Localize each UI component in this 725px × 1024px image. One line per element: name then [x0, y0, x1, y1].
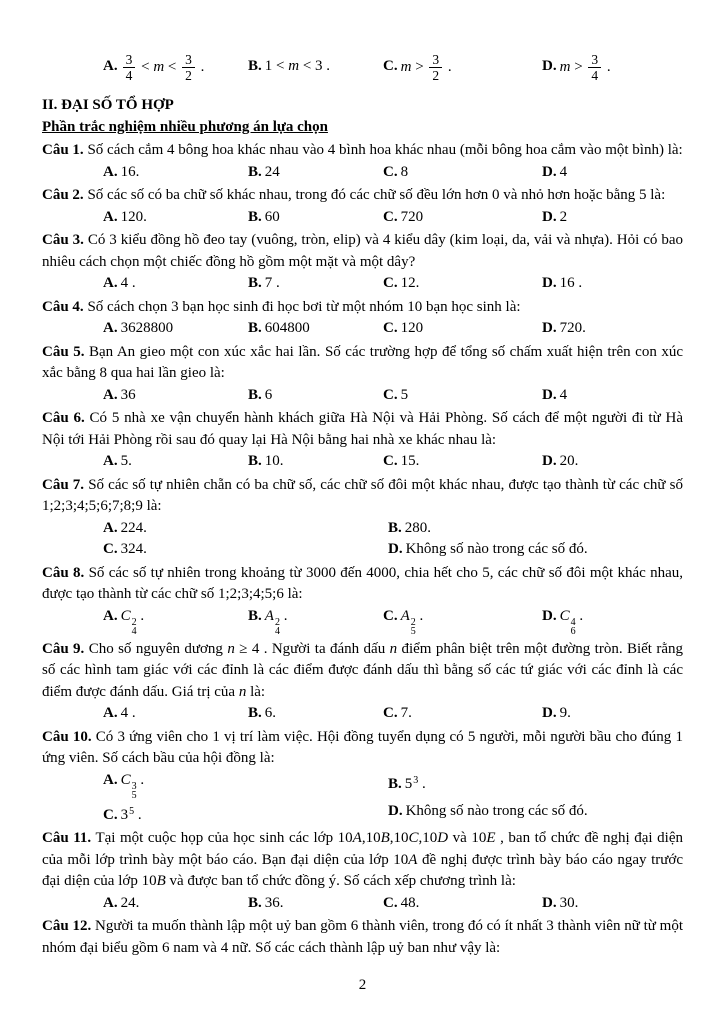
math-expression	[121, 807, 135, 823]
text-run: 604800	[264, 320, 310, 336]
text-run: < 3 .	[299, 58, 331, 75]
option-D	[542, 207, 683, 229]
page-number: 2	[358, 977, 367, 993]
option-label: C.	[383, 453, 398, 469]
text-run: 9.	[559, 705, 571, 721]
option-label: D.	[542, 320, 557, 336]
question-number: Câu 9.	[42, 640, 85, 657]
math-variable: A	[408, 851, 418, 868]
text-run: 5.	[120, 453, 132, 469]
option-label: A.	[103, 705, 118, 721]
question-text	[42, 563, 683, 606]
math-variable: n	[389, 640, 398, 657]
option-label: A.	[103, 163, 118, 180]
superscript: 2	[410, 616, 416, 628]
text-run: >	[411, 58, 428, 75]
math-variable: C	[408, 830, 419, 846]
text-run: 3628800	[120, 320, 174, 336]
text-run: 6	[264, 386, 273, 403]
fraction-denominator: 2	[185, 67, 192, 83]
question	[42, 342, 683, 407]
option-D	[388, 539, 683, 561]
fraction-denominator: 2	[432, 67, 440, 83]
options-row	[42, 318, 683, 340]
text-run: .	[418, 775, 426, 792]
math-base: C	[120, 607, 131, 624]
text-run: .	[134, 806, 142, 823]
option-label: B.	[248, 607, 262, 624]
option-label: B.	[388, 775, 402, 792]
questions	[42, 140, 683, 959]
option-label: B.	[248, 275, 262, 291]
text-run: 120	[400, 320, 424, 336]
section-title: II. ĐẠI SỐ TỔ HỢP	[42, 97, 174, 113]
text-run: <	[137, 58, 154, 75]
text-run: ,10	[361, 830, 381, 846]
option-B	[248, 207, 383, 229]
fraction-denominator: 4	[591, 67, 599, 83]
options-row	[42, 385, 683, 407]
text-run: Người ta muốn thành lập một uỷ ban gồm 6 thành viên, trong đó có ít nhất 3 thành viên nữ từ một nhóm đại biểu gồm 6 nam và 4 nữ. Số các cách thành lập uỷ ban như vậy là:	[42, 918, 684, 956]
option-label: C.	[383, 607, 398, 624]
option-A	[103, 52, 248, 83]
question	[42, 140, 683, 183]
question	[42, 639, 683, 725]
math-base: 3	[120, 806, 129, 823]
option-label: A.	[103, 771, 118, 788]
text-run: 720.	[559, 320, 586, 336]
option-label: D.	[542, 208, 557, 225]
math-base: A	[264, 607, 274, 624]
question-text	[42, 230, 683, 273]
option-A	[103, 703, 248, 725]
text-run: 6.	[264, 705, 277, 721]
math-variable: n	[227, 640, 235, 657]
fraction	[182, 52, 195, 83]
text-run: 7.	[400, 705, 412, 721]
option-A	[103, 893, 248, 915]
text-run: 7 .	[264, 275, 280, 291]
fraction-denominator: 4	[125, 67, 133, 83]
text-run: 10.	[264, 453, 284, 469]
text-run: là:	[246, 683, 266, 700]
subscript: 6	[570, 626, 576, 637]
fraction	[429, 52, 442, 83]
question-number: Câu 2.	[42, 187, 84, 203]
option-D	[542, 606, 683, 637]
text-run: Số các số tự nhiên chẵn có ba chữ số, các chữ số đôi một khác nhau, được tạo thành từ các chữ số 1;2;3;4;5;6;7;8;9 là:	[42, 476, 684, 514]
option-C	[383, 606, 542, 637]
superscript: 3	[131, 780, 137, 792]
subscript: 4	[274, 626, 280, 637]
text-run: 20.	[559, 453, 579, 469]
text-run: Số cách chọn 3 bạn học sinh đi học bơi từ một nhóm 10 bạn học sinh là:	[87, 298, 521, 315]
text-run: 4 .	[120, 275, 136, 291]
text-run: 36	[120, 386, 136, 403]
text-run: Có 3 kiểu đồng hồ đeo tay (vuông, tròn, elip) và 4 kiểu dây (kim loại, da, vải và nhựa). Hỏi có bao nhiêu cách chọn một chiếc đồng hồ gồm một mặt và một dây?	[42, 232, 683, 270]
option-D	[542, 451, 683, 473]
option-B	[248, 703, 383, 725]
text-run: ,10	[418, 830, 438, 846]
section-subtitle: Phần trắc nghiệm nhiều phương án lựa chọn	[42, 118, 328, 135]
fraction-numerator: 3	[182, 52, 195, 68]
subscript: 5	[410, 626, 416, 637]
text-run: 24.	[120, 894, 140, 911]
question	[42, 475, 683, 561]
text-run: 12.	[400, 275, 420, 291]
math-variable: m	[559, 58, 571, 75]
option-D	[542, 273, 683, 295]
text-run: .	[196, 58, 205, 75]
text-run: 16.	[120, 163, 140, 180]
math-expression	[120, 607, 137, 637]
text-run: Cho số nguyên dương	[88, 640, 228, 657]
question-number: Câu 10.	[42, 728, 92, 745]
question	[42, 230, 683, 295]
question-number: Câu 5.	[42, 343, 85, 360]
option-label: D.	[542, 275, 557, 291]
text-run: 15.	[400, 453, 420, 469]
text-run: điểm phân biệt trên một đường tròn. Biết rằng số các hình tam giác với các đỉnh là các điểm được đánh dấu thì bằng số các tứ giác với các đỉnh là các điểm được đánh dấu. Giá trị của	[42, 640, 683, 700]
math-base: C	[120, 771, 131, 788]
question-number: Câu 4.	[42, 298, 84, 315]
math-expression	[559, 607, 576, 637]
text-run: đề nghị được trình bày báo cáo ngay trước đại diện của lớp 10	[42, 851, 683, 889]
option-label: A.	[103, 519, 118, 536]
option-A	[103, 385, 248, 407]
option-label: A.	[103, 386, 118, 403]
text-run: ≥ 4 . Người ta đánh dấu	[234, 640, 390, 657]
options-row	[42, 703, 683, 725]
option-label: C.	[383, 275, 398, 291]
superscript: 2	[274, 616, 280, 628]
question-number: Câu 6.	[42, 410, 85, 426]
question-number: Câu 12.	[42, 918, 92, 934]
option-label: B.	[248, 453, 262, 469]
option-C	[103, 539, 388, 561]
option-C	[383, 451, 542, 473]
question-number: Câu 1.	[42, 142, 84, 158]
option-B	[388, 770, 683, 801]
text-run: 224.	[120, 519, 147, 536]
option-C	[383, 52, 542, 83]
text-run: Số các số có ba chữ số khác nhau, trong đó các chữ số đều lớn hơn 0 và nhỏ hơn hoặc bằng 5 là:	[87, 187, 666, 203]
option-label: D.	[542, 58, 557, 75]
math-variable: m	[153, 58, 165, 75]
option-label: C.	[383, 58, 398, 75]
option-A	[103, 273, 248, 295]
text-run: 4	[559, 386, 568, 403]
math-expression	[405, 776, 419, 792]
option-label: B.	[248, 208, 262, 225]
question-number: Câu 8.	[42, 564, 85, 581]
option-D	[542, 893, 683, 915]
math-variable: m	[288, 58, 300, 75]
question-number: Câu 3.	[42, 232, 84, 248]
text-run: Có 3 ứng viên cho 1 vị trí làm việc. Hội đồng tuyển dụng có 5 người, mỗi người bầu cho đúng 1 ứng viên. Số cách bầu của hội đồng là:	[42, 728, 683, 766]
text-run: ,10	[389, 830, 409, 846]
question	[42, 408, 683, 473]
option-A	[103, 318, 248, 340]
option-label: C.	[383, 894, 398, 911]
option-label: B.	[248, 58, 262, 75]
option-label: C.	[383, 386, 398, 403]
option-label: D.	[542, 163, 557, 180]
text-run: .	[279, 607, 288, 624]
question-text	[42, 342, 683, 385]
question-number: Câu 11.	[42, 830, 92, 846]
option-D	[542, 385, 683, 407]
options-row	[42, 273, 683, 295]
option-label: D.	[388, 541, 403, 557]
text-run: 324.	[120, 541, 147, 557]
question-text	[42, 140, 683, 162]
text-run: Tại một cuộc họp của học sinh các lớp 10	[95, 830, 353, 846]
text-run: và 10	[448, 830, 487, 846]
option-C	[383, 207, 542, 229]
question	[42, 916, 683, 959]
math-expression	[264, 607, 280, 637]
text-run: .	[575, 607, 584, 624]
fraction-numerator: 3	[429, 52, 442, 68]
option-label: B.	[248, 705, 262, 721]
text-run: 720	[400, 208, 424, 225]
subscript: 4	[131, 626, 137, 637]
option-A	[103, 451, 248, 473]
option-B	[248, 56, 383, 78]
question-text	[42, 297, 683, 319]
option-C	[383, 273, 542, 295]
option-label: D.	[542, 453, 557, 469]
option-B	[388, 518, 683, 540]
math-variable: m	[400, 58, 412, 75]
question-text	[42, 727, 683, 770]
question-number: Câu 7.	[42, 476, 85, 493]
superscript: 4	[570, 616, 576, 628]
math-variable: E	[486, 830, 496, 846]
text-run: 2	[559, 208, 568, 225]
question-text	[42, 185, 683, 207]
option-B	[248, 451, 383, 473]
text-run: 4 .	[120, 705, 136, 721]
option-label: B.	[248, 386, 262, 403]
option-label: C.	[383, 705, 398, 721]
option-label: D.	[542, 607, 557, 624]
question	[42, 297, 683, 340]
option-label: C.	[383, 320, 398, 336]
text-run: 30.	[559, 894, 579, 911]
text-run: 120.	[120, 208, 147, 225]
question-text	[42, 408, 683, 451]
text-run: , ban tổ chức đề nghị đại diện của mỗi lớp trình bày một báo cáo. Bạn đại diện của lớp 10	[42, 830, 683, 868]
option-label: D.	[388, 802, 403, 819]
text-run: Không số nào trong các số đó.	[405, 541, 588, 557]
text-run: <	[164, 58, 181, 75]
options-row	[42, 518, 683, 561]
text-run: 5	[400, 386, 409, 403]
options-row	[42, 606, 683, 637]
math-variable: B	[156, 873, 166, 889]
question-text	[42, 828, 683, 893]
option-label: A.	[103, 275, 118, 291]
option-label: B.	[248, 320, 262, 336]
text-run: và được ban tổ chức đồng ý. Số cách xếp chương trình là:	[165, 873, 516, 889]
option-D	[542, 703, 683, 725]
math-expression	[400, 607, 416, 637]
text-run: .	[444, 58, 452, 75]
option-label: A.	[103, 58, 118, 75]
option-label: C.	[103, 541, 118, 557]
options-row	[42, 207, 683, 229]
option-D	[542, 318, 683, 340]
option-A	[103, 606, 248, 637]
text-run: 16 .	[559, 275, 583, 291]
superscript: 5	[129, 805, 135, 817]
text-run: Không số nào trong các số đó.	[405, 802, 588, 819]
option-label: B.	[248, 894, 262, 911]
fraction	[588, 52, 601, 83]
question	[42, 563, 683, 637]
question-text	[42, 639, 683, 704]
text-run: Có 5 nhà xe vận chuyển hành khách giữa Hà Nội và Hải Phòng. Số cách để một người đi từ Hà Nội tới Hải Phòng rồi sau đó quay lại Hà Nội bằng hai nhà xe khác nhau là:	[42, 410, 683, 448]
question-text	[42, 475, 683, 518]
option-A	[103, 207, 248, 229]
option-B	[248, 893, 383, 915]
text-run: 24	[264, 163, 280, 180]
text-run: 48.	[400, 894, 420, 911]
text-run: .	[136, 771, 145, 788]
option-C	[383, 893, 542, 915]
math-variable: B	[380, 830, 390, 846]
option-label: A.	[103, 208, 118, 225]
option-C	[383, 385, 542, 407]
text-run: 1 <	[264, 58, 289, 75]
math-variable: n	[238, 683, 247, 700]
option-C	[383, 318, 542, 340]
question-text	[42, 916, 683, 959]
superscript: 3	[413, 774, 419, 786]
text-run: >	[570, 58, 587, 75]
options-row	[42, 893, 683, 915]
math-variable: A	[352, 830, 362, 846]
options-row	[42, 770, 683, 827]
math-variable: D	[437, 830, 449, 846]
option-label: C.	[103, 806, 118, 823]
text-run: .	[603, 58, 611, 75]
text-run: 8	[400, 163, 409, 180]
options-row	[42, 162, 683, 184]
text-run: Số các số tự nhiên trong khoảng từ 3000 đến 4000, chia hết cho 5, các chữ số đôi một khác nhau, được tạo thành từ các chữ số 1;2;3;4;5;6 là:	[42, 564, 684, 602]
text-run: .	[136, 607, 145, 624]
question	[42, 185, 683, 228]
option-B	[248, 385, 383, 407]
carryover-options	[42, 42, 683, 92]
option-label: C.	[383, 208, 398, 225]
text-run: 36.	[264, 894, 284, 911]
fraction-numerator: 3	[588, 52, 601, 68]
text-run: 60	[264, 208, 280, 225]
option-label: A.	[103, 453, 118, 469]
math-base: A	[400, 607, 410, 624]
option-D	[388, 801, 683, 827]
option-B	[248, 162, 383, 184]
text-run: 280.	[404, 519, 432, 536]
text-run: .	[415, 607, 424, 624]
option-A	[103, 162, 248, 184]
text-run: 4	[559, 163, 568, 180]
option-A	[103, 770, 388, 801]
option-B	[248, 318, 383, 340]
option-label: C.	[383, 163, 398, 180]
text-run: Số cách cắm 4 bông hoa khác nhau vào 4 bình hoa khác nhau (mỗi bông hoa cắm vào một bình) là:	[87, 142, 683, 158]
option-A	[103, 518, 388, 540]
options-row	[42, 451, 683, 473]
option-C	[383, 162, 542, 184]
option-label: A.	[103, 607, 118, 624]
fraction	[123, 52, 136, 83]
option-D	[542, 52, 683, 83]
option-label: D.	[542, 705, 557, 721]
math-expression	[120, 771, 137, 801]
question	[42, 727, 683, 827]
option-B	[248, 606, 383, 637]
option-B	[248, 273, 383, 295]
option-label: A.	[103, 320, 118, 336]
question	[42, 828, 683, 914]
option-D	[542, 162, 683, 184]
math-base: C	[559, 607, 570, 624]
option-C	[103, 801, 388, 827]
math-base: 5	[404, 775, 413, 792]
option-label: B.	[248, 163, 262, 180]
option-label: B.	[388, 519, 402, 536]
option-label: D.	[542, 386, 557, 403]
superscript: 2	[131, 616, 137, 628]
options-row	[42, 42, 683, 92]
option-label: A.	[103, 894, 118, 911]
fraction-numerator: 3	[123, 52, 136, 68]
subscript: 5	[131, 790, 137, 801]
option-label: D.	[542, 894, 557, 911]
option-C	[383, 703, 542, 725]
text-run: Bạn An gieo một con xúc xắc hai lần. Số các trường hợp để tổng số chấm xuất hiện trên con xúc xắc bằng 8 qua hai lần gieo là:	[42, 343, 684, 381]
